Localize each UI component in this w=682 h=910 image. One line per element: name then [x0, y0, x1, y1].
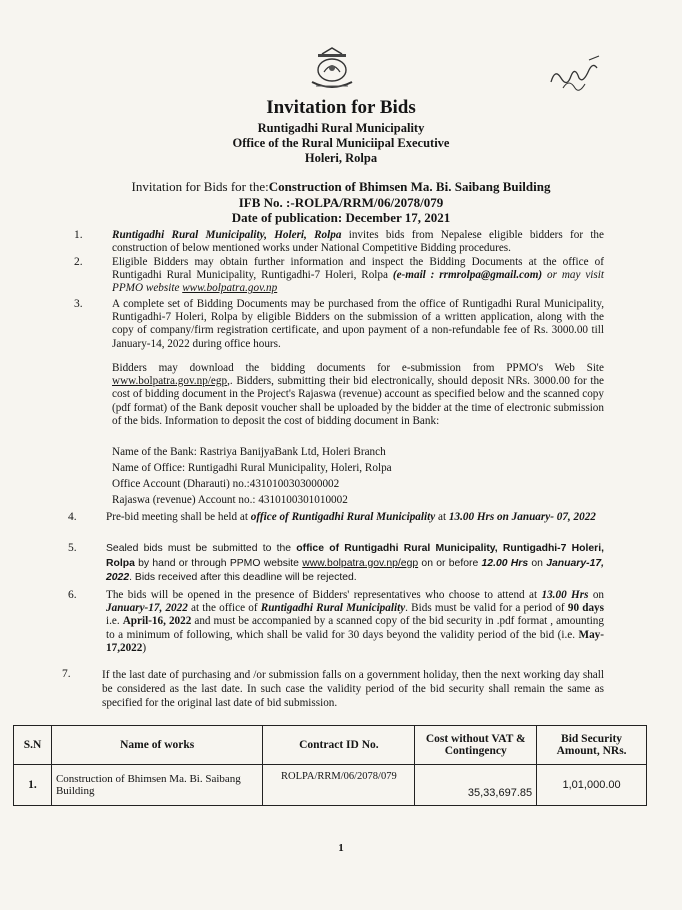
bank-name: Name of the Bank: Rastriya BanijyaBank Ltd, Holeri Branch — [112, 446, 386, 458]
download-intro: Bidders may download the bidding documents for e-submission from PPMO's Web Site — [112, 362, 604, 374]
item-number: 6. — [68, 589, 77, 601]
prebid-time: 13.00 Hrs on January- 07, 2022 — [448, 511, 596, 523]
download-body: ,. Bidders, submitting their bid electronically, should deposit NRs. 3000.00 for the cost of bidding document in the Project's Rajaswa (revenue) account as specified below and the scanned copy (pdf format) of the Bank deposit voucher shall be uploaded by the bidder at the time of electronic submission of the bids. Information to deposit the cost of bidding document in Bank: — [112, 375, 604, 427]
submission-hand: by hand or through PPMO website — [134, 557, 303, 569]
rajaswa-account-no: Rajaswa (revenue) Account no.: 4310100301010002 — [112, 494, 348, 506]
item-5-text — [106, 542, 604, 586]
works-table — [13, 725, 647, 806]
item-1-text — [112, 229, 604, 255]
ifb-number: IFB No. :-ROLPA/RRM/06/2078/079 — [238, 195, 444, 210]
opening-date: January-17, 2022 — [106, 602, 188, 615]
submission-before: on or before — [418, 557, 482, 569]
submission-intro: Sealed bids must be submitted to the — [106, 543, 297, 554]
submission-time: 12.00 Hrs — [481, 557, 529, 569]
item-7-text: If the last date of purchasing and /or submission falls on a government holiday, then the next working day shall be considered as the last date. In such case the validity period of the bid security shall remain the same as specified for the original last date of bid submission. — [102, 669, 604, 709]
prebid-at: at — [435, 511, 449, 523]
opening-intro: The bids will be opened in the presence of Bidders' representatives who choose to attend at — [106, 589, 542, 601]
column-header: S.N — [14, 726, 52, 765]
prebid-intro: Pre-bid meeting shall be held at — [106, 511, 251, 523]
document-title: Invitation for Bids — [266, 97, 416, 118]
bidder-org-emphasis: Runtigadhi Rural Municipality, Holeri, Rolpa — [112, 229, 342, 241]
opening-time: 13.00 Hrs — [541, 589, 589, 601]
item-number: 2. — [74, 256, 83, 268]
table-cell: ROLPA/RRM/06/2078/079 — [263, 765, 415, 806]
office-account-no: Office Account (Dharauti) no.:4310100303000002 — [112, 478, 340, 490]
item-2-text — [112, 256, 604, 296]
org-location: Holeri, Rolpa — [304, 151, 378, 165]
egp-website-link[interactable]: www.bolpatra.gov.np/egp — [112, 375, 228, 388]
contact-email: (e-mail : rrmrolpa@gmail.com) — [392, 269, 543, 282]
item-number: 4. — [68, 511, 77, 523]
org-office: Office of the Rural Municiipal Executive — [232, 136, 450, 150]
table-header-row — [14, 726, 647, 765]
column-header: Name of works — [51, 726, 262, 765]
handwritten-signature — [545, 48, 605, 104]
item-4-text — [106, 511, 604, 524]
publication-date: Date of publication: December 17, 2021 — [231, 210, 451, 225]
security-text: and must be accompanied by a scanned copy of the bid security in .pdf format , amounting to a minimum of following, which shall be valid for 30 days beyond the validity period of the bid (i.e. — [106, 615, 604, 641]
prebid-venue: office of Runtigadhi Rural Municipality — [250, 511, 436, 523]
submission-website-link[interactable]: www.bolpatra.gov.np/egp — [302, 557, 419, 569]
table-cell: 1,01,000.00 — [537, 765, 647, 806]
opening-venue: Runtigadhi Rural Municipality — [260, 602, 406, 615]
org-name: Runtigadhi Rural Municipality — [257, 121, 425, 135]
ifb-subject — [0, 179, 682, 195]
ifb-work: Construction of Bhimsen Ma. Bi. Saibang Building — [268, 179, 551, 194]
submission-rejection: . Bids received after this deadline will be rejected. — [129, 572, 357, 584]
office-name: Name of Office: Runtigadhi Rural Municipality, Holeri, Rolpa — [112, 462, 392, 474]
item-number: 3. — [74, 298, 83, 310]
ppmo-website-link[interactable]: www.bolpatra.gov.np — [182, 282, 278, 295]
table-cell: Construction of Bhimsen Ma. Bi. Saibang Building — [51, 765, 262, 806]
item-number: 5. — [68, 542, 77, 554]
item-1-body: invites bids from Nepalese eligible bidders for the construction of below mentioned works under National Competitive Bidding procedures. — [112, 229, 604, 255]
page-number: 1 — [338, 842, 344, 854]
ifb-prefix: Invitation for Bids for the: — [131, 179, 269, 194]
table-cell: 1. — [14, 765, 52, 806]
item-2-visit: or may visit PPMO website — [112, 269, 604, 295]
item-6-text — [106, 589, 604, 655]
submission-on: on — [528, 557, 547, 569]
table-cell: 35,33,697.85 — [415, 765, 537, 806]
validity-ie: i.e. — [106, 615, 123, 628]
opening-at: at the office of — [187, 602, 261, 615]
validity-date: April-16, 2022 — [122, 615, 192, 628]
opening-on: on — [588, 589, 605, 601]
security-validity-date: May-17,2022 — [106, 628, 604, 654]
item-3-text: A complete set of Bidding Documents may be purchased from the office of Runtigadhi Rural Municipality, Runtigadhi-7 Holeri, Rolpa by eligible Bidders on the submission of a written application, along with the copy of company/firm registration certificate, and upon payment of a non-refundable fee of Rs. 3000.00 till January-14, 2022 during office hours. — [112, 298, 604, 350]
submission-date: January-17, 2022 — [106, 557, 605, 584]
item-number: 7. — [62, 668, 71, 680]
government-emblem-icon — [300, 44, 364, 96]
table-row — [14, 765, 647, 806]
security-close: ) — [142, 641, 147, 654]
submission-venue: office of Runtigadhi Rural Municipality, Runtigadhi-7 Holeri, Rolpa — [106, 543, 604, 569]
column-header: Cost without VAT & Contingency — [415, 726, 537, 765]
validity-intro: . Bids must be valid for a period of — [405, 602, 568, 615]
column-header: Contract ID No. — [263, 726, 415, 765]
column-header: Bid Security Amount, NRs. — [537, 726, 647, 765]
item-2-body: Eligible Bidders may obtain further information and inspect the Bidding Documents at the office of Runtigadhi Rural Municipality, Runtigadhi-7 Holeri, Rolpa — [112, 256, 604, 282]
validity-days: 90 days — [567, 602, 604, 615]
item-3-download-text — [112, 362, 604, 428]
item-number: 1. — [74, 229, 83, 241]
